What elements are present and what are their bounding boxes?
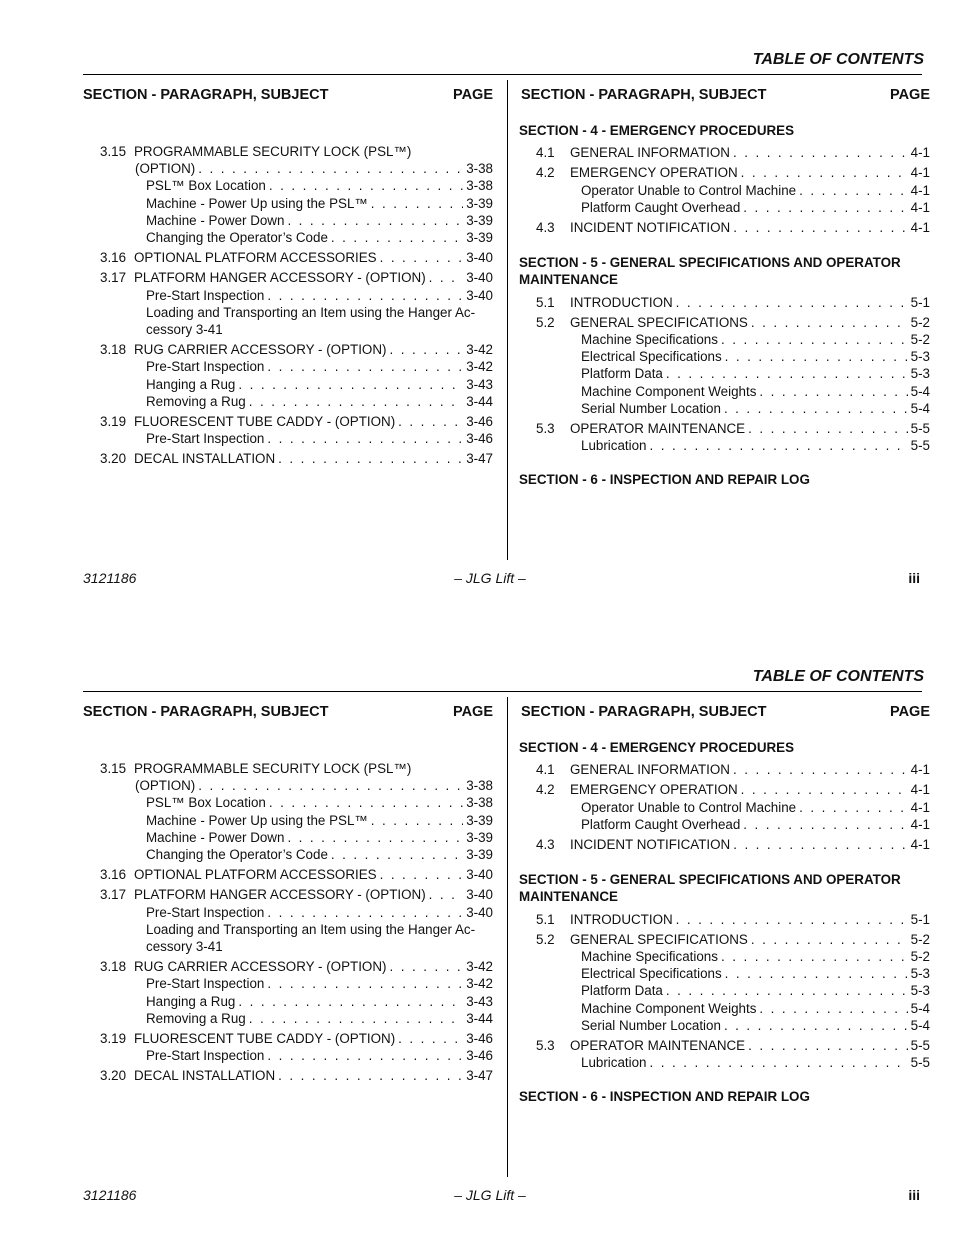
toc-entry-5-1[interactable]: 5.1 INTRODUCTION . . . 5-1 [536,294,930,311]
toc-entry-5-3[interactable]: 5.3 OPERATOR MAINTENANCE . . . 5-5 [536,420,930,437]
toc-entry-3-16[interactable]: 3.16 OPTIONAL PLATFORM ACCESSORIES . . . 3-40 [100,866,493,883]
toc-subentry-power-up-psl[interactable]: Machine - Power Up using the PSL™ . . . 3-39 [146,812,493,829]
section-4-heading[interactable]: SECTION - 4 - EMERGENCY PROCEDURES [519,740,795,755]
section-4-heading[interactable]: SECTION - 4 - EMERGENCY PROCEDURES [519,123,795,138]
toc-entry-4-1[interactable]: 4.1 GENERAL INFORMATION . . . 4-1 [536,144,930,161]
column-header-label: SECTION - PARAGRAPH, SUBJECT [83,704,329,720]
toc-subentry-electrical-specs[interactable]: Electrical Specifications . . . 5-3 [581,965,930,982]
toc-page-bottom [0,617,954,1234]
toc-entry-3-15-cont[interactable]: (OPTION) . . . 3-38 [135,160,493,177]
toc-subentry-operator-code[interactable]: Changing the Operator’s Code . . . 3-39 [146,846,493,863]
header-rule [83,691,922,692]
toc-entry-3-15-cont[interactable]: (OPTION) . . . 3-38 [135,777,493,794]
toc-subentry-platform-data[interactable]: Platform Data . . . 5-3 [581,982,930,999]
column-header [83,704,493,724]
column-header [83,87,493,107]
column-header-page: PAGE [452,704,493,720]
toc-subentry-psl-box-location[interactable]: PSL™ Box Location . . . 3-38 [146,177,493,194]
footer-doc-number: 3121186 [83,1187,137,1203]
toc-subentry-hanging-rug[interactable]: Hanging a Rug . . . 3-43 [146,376,493,393]
section-6-heading[interactable]: SECTION - 6 - INSPECTION AND REPAIR LOG [519,472,810,488]
column-divider [507,80,508,560]
toc-subentry-operator-code[interactable]: Changing the Operator’s Code . . . 3-39 [146,229,493,246]
toc-subentry-pre-start-inspection[interactable]: Pre-Start Inspection . . . 3-42 [146,358,493,375]
toc-subentry-pre-start-inspection[interactable]: Pre-Start Inspection . . . 3-46 [146,1047,493,1064]
toc-entry-4-3[interactable]: 4.3 INCIDENT NOTIFICATION . . . 4-1 [536,219,930,236]
toc-entry-5-1[interactable]: 5.1 INTRODUCTION . . . 5-1 [536,911,930,928]
column-header-label: SECTION - PARAGRAPH, SUBJECT [521,87,767,103]
toc-subentry-component-weights[interactable]: Machine Component Weights . . . 5-4 [581,1000,930,1017]
toc-subentry-lubrication[interactable]: Lubrication . . . 5-5 [581,437,930,454]
toc-subentry-serial-number[interactable]: Serial Number Location . . . 5-4 [581,400,930,417]
toc-subentry-psl-box-location[interactable]: PSL™ Box Location . . . 3-38 [146,794,493,811]
toc-entry-4-2[interactable]: 4.2 EMERGENCY OPERATION . . . 4-1 [536,781,930,798]
column-divider [507,697,508,1177]
toc-entry-3-18[interactable]: 3.18 RUG CARRIER ACCESSORY - (OPTION) . . . 3-42 [100,341,493,358]
toc-entry-4-3[interactable]: 4.3 INCIDENT NOTIFICATION . . . 4-1 [536,836,930,853]
header-rule [83,74,922,75]
toc-right-column [519,704,930,1106]
footer-page-number: iii [908,1187,920,1203]
column-header-page: PAGE [452,87,493,103]
section-5-heading[interactable]: SECTION - 5 - GENERAL SPECIFICATIONS AND OPERATOR MAINTENANCE [519,255,901,288]
toc-subentry-pre-start-inspection[interactable]: Pre-Start Inspection . . . 3-40 [146,287,493,304]
toc-subentry-lubrication[interactable]: Lubrication . . . 5-5 [581,1054,930,1071]
toc-subentry-pre-start-inspection[interactable]: Pre-Start Inspection . . . 3-40 [146,904,493,921]
toc-subentry-machine-specs[interactable]: Machine Specifications . . . 5-2 [581,948,930,965]
footer-publisher: – JLG Lift – [454,1187,526,1203]
footer-page-number: iii [908,570,920,586]
toc-title: TABLE OF CONTENTS [752,51,924,68]
column-header [521,704,930,724]
toc-entry-3-19[interactable]: 3.19 FLUORESCENT TUBE CADDY - (OPTION) . . . 3-46 [100,1030,493,1047]
toc-subentry-pre-start-inspection[interactable]: Pre-Start Inspection . . . 3-46 [146,430,493,447]
column-header-page: PAGE [889,704,930,720]
toc-entry-3-20[interactable]: 3.20 DECAL INSTALLATION . . . 3-47 [100,450,493,467]
column-header-label: SECTION - PARAGRAPH, SUBJECT [83,87,329,103]
toc-entry-4-1[interactable]: 4.1 GENERAL INFORMATION . . . 4-1 [536,761,930,778]
toc-entry-3-17[interactable]: 3.17 PLATFORM HANGER ACCESSORY - (OPTION) . . . 3-40 [100,269,493,286]
section-5-heading[interactable]: SECTION - 5 - GENERAL SPECIFICATIONS AND OPERATOR MAINTENANCE [519,872,901,905]
toc-subentry-platform-data[interactable]: Platform Data . . . 5-3 [581,365,930,382]
toc-title: TABLE OF CONTENTS [752,668,924,685]
toc-subentry-pre-start-inspection[interactable]: Pre-Start Inspection . . . 3-42 [146,975,493,992]
toc-entry-3-20[interactable]: 3.20 DECAL INSTALLATION . . . 3-47 [100,1067,493,1084]
toc-subentry-power-down[interactable]: Machine - Power Down . . . 3-39 [146,829,493,846]
toc-subentry-component-weights[interactable]: Machine Component Weights . . . 5-4 [581,383,930,400]
toc-subentry-removing-rug[interactable]: Removing a Rug . . . 3-44 [146,393,493,410]
toc-subentry-operator-unable[interactable]: Operator Unable to Control Machine . . . 4-1 [581,799,930,816]
toc-entry-5-2[interactable]: 5.2 GENERAL SPECIFICATIONS . . . 5-2 [536,931,930,948]
toc-entry-3-16[interactable]: 3.16 OPTIONAL PLATFORM ACCESSORIES . . . 3-40 [100,249,493,266]
toc-right-column [519,87,930,489]
toc-subentry-electrical-specs[interactable]: Electrical Specifications . . . 5-3 [581,348,930,365]
toc-subentry-loading-transporting[interactable]: Loading and Transporting an Item using the Hanger Ac- cessory 3-41 [146,921,476,955]
toc-subentry-power-up-psl[interactable]: Machine - Power Up using the PSL™ . . . 3-39 [146,195,493,212]
toc-entry-3-19[interactable]: 3.19 FLUORESCENT TUBE CADDY - (OPTION) . . . 3-46 [100,413,493,430]
column-header [521,87,930,107]
toc-subentry-platform-caught[interactable]: Platform Caught Overhead . . . 4-1 [581,199,930,216]
toc-page-top [0,0,954,617]
footer-publisher: – JLG Lift – [454,570,526,586]
toc-entry-4-2[interactable]: 4.2 EMERGENCY OPERATION . . . 4-1 [536,164,930,181]
section-6-heading[interactable]: SECTION - 6 - INSPECTION AND REPAIR LOG [519,1089,810,1105]
toc-subentry-operator-unable[interactable]: Operator Unable to Control Machine . . . 4-1 [581,182,930,199]
toc-subentry-serial-number[interactable]: Serial Number Location . . . 5-4 [581,1017,930,1034]
toc-entry-5-2[interactable]: 5.2 GENERAL SPECIFICATIONS . . . 5-2 [536,314,930,331]
column-header-page: PAGE [889,87,930,103]
toc-subentry-power-down[interactable]: Machine - Power Down . . . 3-39 [146,212,493,229]
toc-left-column [83,704,493,1085]
toc-entry-5-3[interactable]: 5.3 OPERATOR MAINTENANCE . . . 5-5 [536,1037,930,1054]
footer-doc-number: 3121186 [83,570,137,586]
column-header-label: SECTION - PARAGRAPH, SUBJECT [521,704,767,720]
toc-subentry-platform-caught[interactable]: Platform Caught Overhead . . . 4-1 [581,816,930,833]
toc-subentry-loading-transporting[interactable]: Loading and Transporting an Item using the Hanger Ac- cessory 3-41 [146,304,476,338]
toc-subentry-removing-rug[interactable]: Removing a Rug . . . 3-44 [146,1010,493,1027]
toc-subentry-machine-specs[interactable]: Machine Specifications . . . 5-2 [581,331,930,348]
toc-entry-3-17[interactable]: 3.17 PLATFORM HANGER ACCESSORY - (OPTION) . . . 3-40 [100,886,493,903]
toc-entry-3-15[interactable]: 3.15 PROGRAMMABLE SECURITY LOCK (PSL™) [100,761,412,776]
toc-entry-3-18[interactable]: 3.18 RUG CARRIER ACCESSORY - (OPTION) . . . 3-42 [100,958,493,975]
toc-left-column [83,87,493,468]
toc-entry-3-15[interactable]: 3.15 PROGRAMMABLE SECURITY LOCK (PSL™) [100,144,412,159]
toc-subentry-hanging-rug[interactable]: Hanging a Rug . . . 3-43 [146,993,493,1010]
